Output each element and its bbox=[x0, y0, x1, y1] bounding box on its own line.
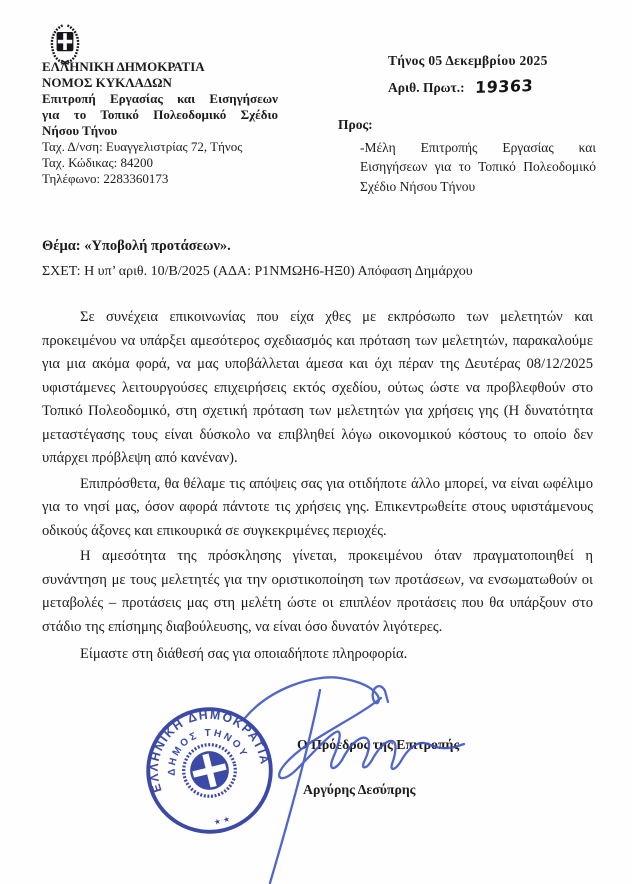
body-paragraph: Επιπρόσθετα, θα θέλαμε τις απόψεις σας για οτιδήποτε άλλο μπορεί, να είναι ωφέλιμο για το νησί μας, όσον αφορά πάντοτε τις χρήσεις γης. Επικεντρωθείτε στους υφιστάμενους οδικούς άξονες και επικουρικά σε συγκεκριμένες περιοχές. bbox=[42, 475, 593, 539]
letterhead-country: ΕΛΛΗΝΙΚΗ ΔΗΜΟΚΡΑΤΙΑ bbox=[42, 59, 205, 74]
letter-body bbox=[42, 306, 593, 669]
recipient-block bbox=[338, 117, 598, 196]
letterhead-address: Ταχ. Δ/νση: Ευαγγελιστρίας 72, Τήνος bbox=[42, 139, 243, 154]
letterhead-committee-line3: Νήσου Τήνου bbox=[42, 123, 118, 138]
recipient-text: -Μέλη Επιτροπής Εργασίας και Εισηγήσεων για το Τοπικό Πολεοδομικό Σχέδιο Νήσου Τήνου bbox=[360, 140, 596, 194]
letterhead-phone: Τηλέφωνο: 2283360173 bbox=[42, 171, 169, 186]
handwritten-signature bbox=[240, 672, 525, 884]
signatory-name: Αργύρης Δεσύπρης bbox=[303, 782, 416, 797]
date-protocol-block bbox=[388, 52, 598, 96]
letterhead bbox=[42, 59, 282, 187]
signatory-title: Ο Πρόεδρος της Επιτροπής bbox=[297, 737, 460, 752]
subject-text: «Υποβολή προτάσεων». bbox=[84, 238, 231, 254]
body-paragraph: Είμαστε στη διάθεσή σας για οποιαδήποτε πληροφορία. bbox=[80, 646, 408, 662]
recipient-label: Προς: bbox=[338, 117, 373, 132]
subject-line bbox=[42, 238, 594, 255]
body-paragraph: Σε συνέχεια επικοινωνίας που είχα χθες με εκπρόσωπο των μελετητών και προκειμένου να υπάρξει αμεσότερος σχεδιασμός και πρόταση των μελετητών, παρακαλούμε για μια ακόμα φορά, να μας υποβάλλεται άμεσα και όχι πέραν της Δευτέρας 08/12/2025 υφιστάμενες λειτουργούσες επιχειρήσεις εκτός σχεδίου, ούτως ώστε να προβλεφθούν στο Τοπικό Πολεοδομικό, στη σχετική πρόταση των μελετητών για χρήσεις γης (Η δυνατότητα μεταστέγασης τους είναι δύσκολο να επιβληθεί λόγω οικονομικού κόστους το οποίο δεν υπάρχει πρόβλεψη από κανέναν). bbox=[42, 309, 593, 466]
date-line: Τήνος 05 Δεκεμβρίου 2025 bbox=[388, 53, 548, 68]
letterhead-postal-code: Ταχ. Κώδικας: 84200 bbox=[42, 155, 153, 170]
letterhead-prefecture: ΝΟΜΟΣ ΚΥΚΛΑΔΩΝ bbox=[42, 75, 172, 90]
subject-label: Θέμα: bbox=[42, 238, 81, 254]
protocol-number-handwritten: 19363 bbox=[474, 75, 534, 98]
protocol-line bbox=[388, 75, 598, 98]
stamp-outer-text: ΕΛΛΗΝΙΚΗ ΔΗΜΟΚΡΑΤΙΑ bbox=[146, 707, 272, 795]
stamp-inner-text: ΔΗΜΟΣ ΤΗΝΟΥ bbox=[166, 727, 250, 776]
letterhead-committee-line2: για το Τοπικό Πολεοδομικό Σχέδιο bbox=[42, 107, 278, 122]
subject-block bbox=[42, 238, 594, 280]
stamp-stars: ★ ★ bbox=[212, 814, 232, 827]
letterhead-committee-line1: Επιτροπή Εργασίας και Εισηγήσεων bbox=[42, 91, 278, 106]
protocol-label: Αριθ. Πρωτ.: bbox=[388, 80, 465, 95]
reference-line: ΣΧΕΤ: Η υπ’ αριθ. 10/Β/2025 (ΑΔΑ: Ρ1ΝΜΩΗ6-ΗΞ0) Απόφαση Δημάρχου bbox=[42, 264, 473, 279]
body-paragraph: Η αμεσότητα της πρόσκλησης γίνεται, προκειμένου όταν πραγματοποιηθεί η συνάντηση με τους μελετητές για την οριστικοποίηση των προτάσεων, να ενσωματωθούν οι μεταβολές – προτάσεις μας στη μελέτη ώστε οι επιπλέον προτάσεις που θα υπάρξουν στο στάδιο της επίσημης διαβούλευσης, να είναι όσο δυνατόν λιγότερες. bbox=[42, 548, 593, 635]
